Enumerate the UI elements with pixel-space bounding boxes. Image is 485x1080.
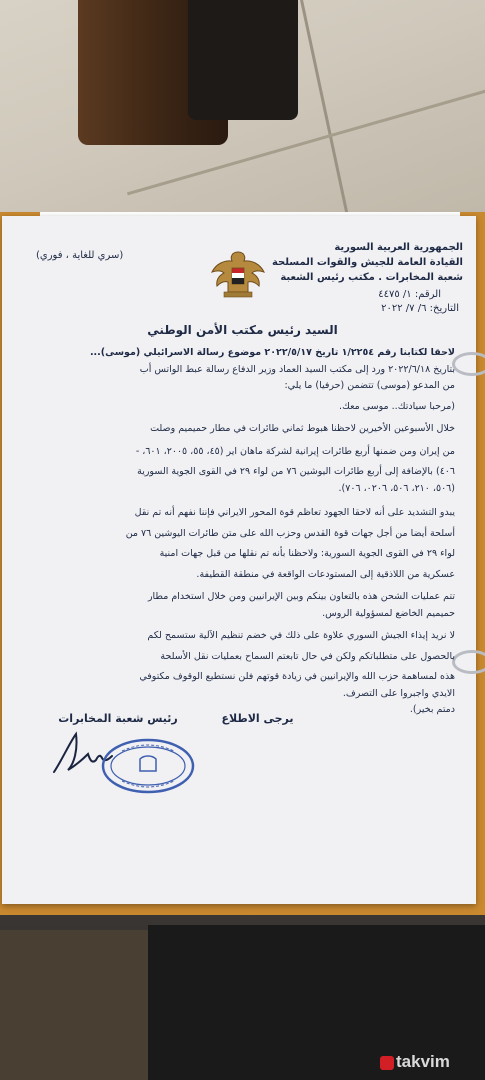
letter-body	[45, 345, 455, 719]
body-line: الايدي واجبروا على التصرف.	[342, 687, 455, 699]
syrian-eagle-emblem-icon	[210, 248, 266, 300]
reference-block	[378, 288, 459, 316]
body-line: من إيران ومن ضمنها أربع طائرات إيرانية لشركة ماهان اير (٤٥، ٥٥، ٢٠٠٥، ٦٠١، -	[135, 445, 455, 457]
body-line: ٤٠٦) بالإضافة إلى أربع طائرات اليوشين ٧٦ من لواء ٢٩ في القوى الجوية السورية	[137, 466, 455, 477]
letterhead-line: شعبة المخابرات . مكتب رئيس الشعبة	[280, 272, 463, 283]
reference-date: التاريخ: ٦/ ٧/ ٢٠٢٢	[381, 303, 459, 314]
body-line: لاحقا لكتابنا رقم ١/٢٢٥٤ تاريخ ٢٠٢٢/٥/١٧ موضوع رسالة الاسرائيلي (موسى)...	[89, 347, 455, 358]
body-line: دمتم بخير).	[409, 704, 455, 715]
takvim-logo-icon	[380, 1056, 394, 1070]
body-line: (٥٠٦، ٢١٠، ٥٠٦، ٠٢٠٦، ٧٠٦).	[338, 482, 455, 494]
body-line: يبدو التشديد على أنه لاحقا الجهود تعاظم قوة المحور الايراني فإننا نفهم أنه تم نقل	[134, 507, 455, 518]
letterhead-line: القيادة العامة للجيش والقوات المسلحة	[271, 257, 463, 268]
addressee-line: السيد رئيس مكتب الأمن الوطني	[147, 323, 338, 337]
body-line: تتم عمليات الشحن هذه بالتعاون بينكم وبين الإيرانيين ومن خلال استخدام مطار	[147, 591, 455, 602]
official-stamp-icon	[100, 737, 196, 795]
binder-ring	[452, 352, 485, 376]
body-line: خلال الأسبوعين الأخيرين لاحظنا هبوط ثماني طائرات في مطار حميميم وصلت	[150, 423, 455, 434]
watermark-brand: takvim	[396, 1052, 450, 1071]
signer-title: رئيس شعبة المخابرات	[58, 712, 178, 725]
takvim-watermark	[380, 1052, 450, 1072]
closing-line: يرجى الاطلاع	[221, 712, 294, 725]
classification-label: (سري للغاية ، فوري)	[36, 250, 124, 261]
body-line: أسلحة أيضا من أجل جهات قوة القدس وحزب الله على متن طائرات اليوشين ٧٦ من	[125, 527, 455, 539]
chair-shadow	[188, 0, 298, 120]
body-line: من المدعو (موسى) تتضمن (حرفيا) ما يلي:	[284, 380, 455, 391]
chair-leg	[78, 0, 228, 145]
body-line: لواء ٢٩ في القوى الجوية السورية: ولاحظنا بأنه تم نقلها من قبل جهات امنية	[159, 548, 455, 559]
letterhead	[263, 240, 463, 285]
body-line: حميميم الخاضع لمسؤولية الروس.	[322, 607, 455, 619]
body-line: هذه لمساهمة حزب الله والإيرانيين في زيادة قوتهم فلن نستطيع الوقوف مكتوفي	[139, 671, 455, 682]
floor-tile-seam	[300, 0, 350, 220]
body-line: عسكرية من اللاذقية إلى المستودعات الواقعة في منطقة القطيفة.	[196, 568, 455, 580]
reference-number: الرقم: ١/ ٤٤٧٥	[378, 289, 441, 300]
binder-ring	[452, 650, 485, 674]
body-line: لا نريد إيذاء الجيش السوري علاوة على ذلك في خضم تنظيم الآلية ستسمح لكم	[147, 630, 455, 641]
body-line: بالحصول على متطلباتكم ولكن في حال تابعتم السماح بعمليات نقل الأسلحة	[160, 650, 455, 662]
body-line: بتاريخ ٢٠٢٢/٦/١٨ ورد إلى مكتب السيد العماد وزير الدفاع رسالة عبط الواتس أب	[139, 363, 455, 375]
letterhead-line: الجمهورية العربية السورية	[334, 242, 463, 253]
body-line: (مرحبا سيادتك.. موسى معك.	[339, 400, 455, 412]
